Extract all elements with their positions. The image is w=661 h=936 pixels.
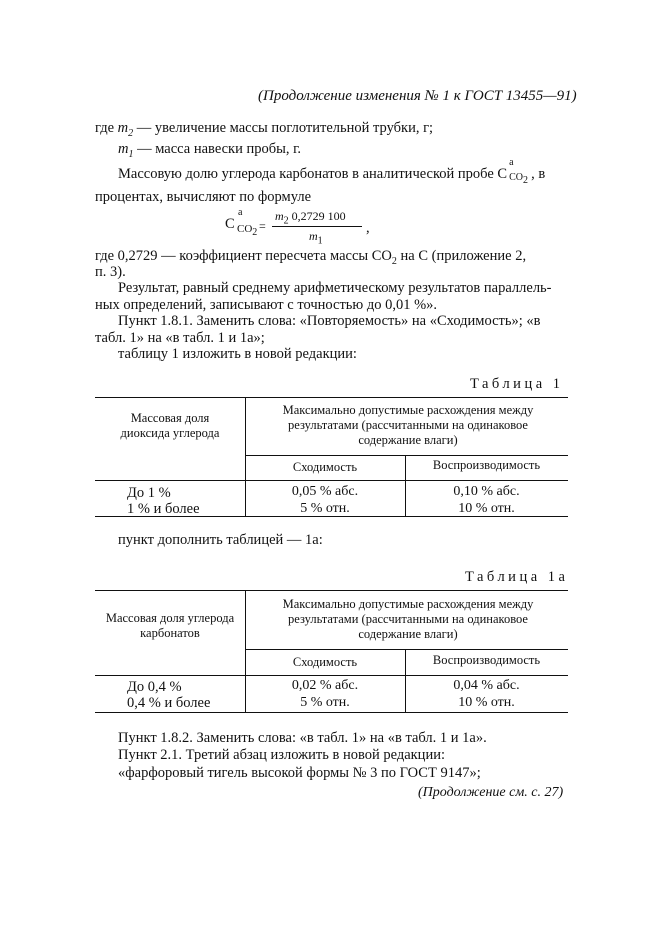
formula-comma: , — [366, 220, 370, 236]
table-1-sub-header-2: Воспроизводимость — [432, 458, 541, 472]
table-1-row-1-col-1: До 1 % — [127, 485, 171, 501]
table-1a-col1-header: Массовая доля углерода карбонатов — [105, 611, 235, 640]
definition-m2 — [95, 120, 434, 139]
table-1a-row-2-col-1: 0,4 % и более — [127, 695, 211, 711]
symbol-m2: $m_2$ — [117, 120, 134, 139]
result-line-2: ных определений, записывают с точностью до 0,01 %». — [95, 297, 438, 313]
page-header: (Продолжение изменения № 1 к ГОСТ 13455—91) — [258, 88, 577, 104]
table-1a-caption: Таблица 1а — [465, 569, 569, 585]
formula-lhs-sup: a — [238, 207, 243, 218]
definition-m1 — [118, 141, 302, 160]
definition-m2-text: — увеличение массы поглотительной трубки, г; — [136, 120, 434, 136]
formula-lhs-sub: $CO_2$ — [237, 223, 258, 239]
table-1a-top-rule — [95, 590, 568, 591]
table-1a-row-1-col-2: 0,02 % абс. — [291, 678, 359, 693]
table-1-row-2-col-3: 10 % отн. — [458, 501, 515, 516]
table-1a-subheader-rule — [245, 649, 568, 650]
item-181-line-3: таблицу 1 изложить в новой редакции: — [118, 346, 357, 362]
table-1a-row-2-col-3: 10 % отн. — [458, 695, 515, 710]
end-line-3: «фарфоровый тигель высокой формы № 3 по ГОСТ 9147»; — [118, 765, 481, 781]
symbol-m1: $m_1$ — [118, 141, 134, 160]
table-1-col1-header: Массовая доля диоксида углерода — [120, 411, 220, 440]
item-181-line-1: Пункт 1.8.1. Заменить слова: «Повторяемость» на «Сходимость»; «в — [118, 313, 541, 329]
table-1a-group-header: Максимально допустимые расхождения между результатами (рассчитанными на одинаковое содержание влаги) — [282, 597, 534, 641]
table-1a-row-1-col-3: 0,04 % абс. — [453, 678, 520, 693]
table-1a-col-divider — [245, 590, 246, 712]
table-1-sub-header-1: Сходимость — [292, 460, 358, 474]
coef-line-2: п. 3). — [95, 264, 126, 280]
table-1a-header-rule — [95, 675, 568, 676]
table-1a-sub-header-1: Сходимость — [292, 655, 358, 669]
item-181-line-2: табл. 1» на «в табл. 1 и 1а»; — [95, 330, 265, 346]
intro-line-2: процентах, вычисляют по формуле — [95, 189, 312, 205]
definition-m1-text: — масса навески пробы, г. — [137, 141, 302, 157]
page-footer: (Продолжение см. с. 27) — [418, 785, 564, 800]
table-1-subheader-rule — [245, 455, 568, 456]
result-line-1: Результат, равный среднему арифметическому результатов параллель- — [118, 280, 552, 296]
add-table-line: пункт дополнить таблицей — 1а: — [118, 532, 323, 548]
table-1a-row-2-col-2: 5 % отн. — [300, 695, 350, 710]
end-line-2: Пункт 2.1. Третий абзац изложить в новой редакции: — [118, 747, 445, 763]
table-1-row-1-col-3: 0,10 % абс. — [453, 484, 520, 499]
formula-lhs: C — [225, 216, 235, 232]
table-1a-row-1-col-1: До 0,4 % — [127, 679, 182, 695]
table-1-row-1-col-2: 0,05 % абс. — [291, 484, 359, 499]
intro-line-1: Массовую долю углерода карбонатов в аналитической пробе C a $CO_2$ , в — [118, 157, 546, 186]
fraction-bar — [272, 226, 362, 227]
table-1a-bottom-rule — [95, 712, 568, 713]
formula-denominator: $m_1$ — [309, 229, 323, 247]
table-1-row-2-col-2: 5 % отн. — [300, 501, 350, 516]
end-line-1: Пункт 1.8.2. Заменить слова: «в табл. 1» на «в табл. 1 и 1а». — [118, 730, 487, 746]
formula-equals: = — [259, 219, 266, 233]
formula-numerator: $m_2$ 0,2729 100 — [275, 209, 346, 227]
table-1-group-header: Максимально допустимые расхождения между результатами (рассчитанными на одинаковое содержание влаги) — [282, 403, 534, 447]
where-word: где — [95, 120, 115, 136]
table-1-top-rule — [95, 397, 568, 398]
table-1-header-rule — [95, 480, 568, 481]
table-1-caption: Таблица 1 — [470, 376, 564, 392]
coef-line-1: где 0,2729 — коэффициент пересчета массы $CO_2$ на C (приложение 2, — [95, 248, 527, 267]
table-1-row-2-col-1: 1 % и более — [127, 501, 200, 517]
table-1a-sub-header-2: Воспроизводимость — [432, 653, 541, 667]
